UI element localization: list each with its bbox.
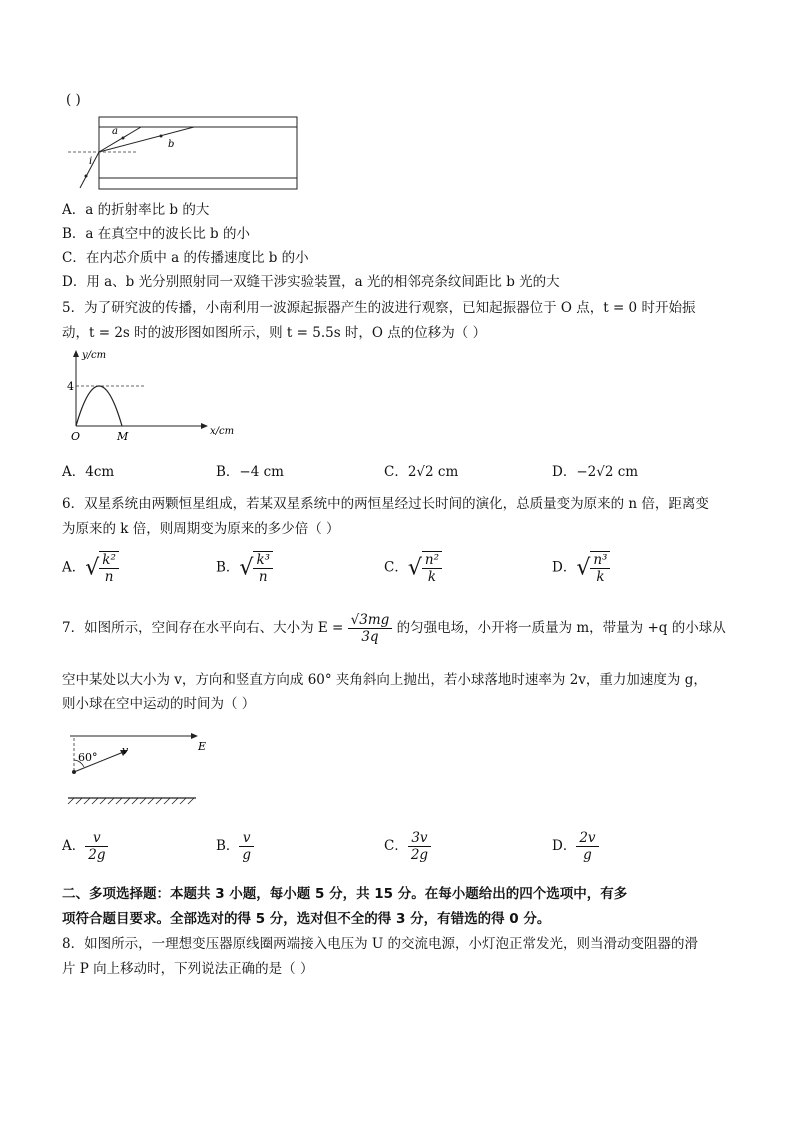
graph-origin: O xyxy=(71,430,81,442)
graph-tick-4: 4 xyxy=(67,380,74,393)
q5-stem-line1: 5．为了研究波的传播，小南利用一波源起振器产生的波进行观察，已知起振器位于 O 点，t = 0 时开始振 xyxy=(62,300,696,316)
section2-heading-line1: 二、多项选择题：本题共 3 小题，每小题 5 分，共 15 分。在每小题给出的四个选项中，有多 xyxy=(62,886,628,902)
q8-stem-line2: 片 P 向上移动时，下列说法正确的是（ ） xyxy=(62,961,314,977)
graph-point-m: M xyxy=(117,430,129,442)
section2-heading-line2: 项符合题目要求。全部选对的得 5 分，选对但不全的得 3 分，有错选的得 0 分。 xyxy=(62,911,551,927)
q6-option-a: A．√ $\frac{\text{k²}}{n}$ xyxy=(62,551,119,585)
q7-stem-line3: 则小球在空中运动的时间为（ ） xyxy=(62,696,256,712)
label-i: i xyxy=(89,156,93,167)
q5-option-c: C．2√2 cm xyxy=(384,464,459,480)
q5-stem-line2: 动，t = 2s 时的波形图如图所示，则 t = 5.5s 时，O 点的位移为（ ） xyxy=(62,325,487,341)
q4-fiber-diagram xyxy=(66,112,302,194)
q4-option-c: C．在内芯介质中 a 的传播速度比 b 的小 xyxy=(62,250,309,266)
label-v: v xyxy=(122,744,129,757)
q8-stem-line1: 8．如图所示，一理想变压器原线圈两端接入电压为 U 的交流电源，小灯泡正常发光，则当滑动变阻器的滑 xyxy=(62,936,699,952)
q7-stem-line2: 空中某处以大小为 v，方向和竖直方向成 60° 夹角斜向上抛出，若小球落地时速率为 2v，重力加速度为 g， xyxy=(62,672,707,688)
q6-option-d: D．√ $\frac{\text{n³}}{k}$ xyxy=(552,551,610,585)
q7-stem-line1: 7．如图所示，空间存在水平向右、大小为 E = $\frac{√3mg}{3q}$ 的匀强电场，小开将一质量为 m，带量为 +q 的小球从 xyxy=(62,612,726,645)
q6-stem-line1: 6．双星系统由两颗恒星组成，若某双星系统中的两恒星经过长时间的演化，总质量变为原来的 n 倍，距离变 xyxy=(62,496,709,512)
q5-wave-graph xyxy=(62,348,252,442)
label-e: E xyxy=(198,740,207,753)
q6-stem-line2: 为原来的 k 倍，则周期变为原来的多少倍（ ） xyxy=(62,521,340,537)
q6-option-b: B．√ $\frac{\text{k³}}{n}$ xyxy=(216,551,273,585)
graph-xlabel: x/cm xyxy=(210,426,235,437)
q4-option-b: B．a 在真空中的波长比 b 的小 xyxy=(62,226,250,242)
q7-option-b: B． $\frac{v}{g}$ xyxy=(216,830,254,863)
q4-answer-paren: ( ) xyxy=(66,92,81,108)
q6-option-c: C．√ $\frac{\text{n²}}{k}$ xyxy=(384,551,442,585)
graph-ylabel: y/cm xyxy=(82,350,107,361)
q4-option-d: D．用 a、b 光分别照射同一双缝干涉实验装置，a 光的相邻亮条纹间距比 b 光的大 xyxy=(62,274,560,290)
label-60deg: 60° xyxy=(78,751,98,764)
label-b: b xyxy=(168,139,175,150)
q7-option-d: D． $\frac{2v}{g}$ xyxy=(552,830,599,863)
q5-option-b: B．−4 cm xyxy=(216,464,284,480)
q7-option-a: A． $\frac{v}{2g}$ xyxy=(62,830,108,863)
q4-option-a: A．a 的折射率比 b 的大 xyxy=(62,202,210,218)
q5-option-d: D．−2√2 cm xyxy=(552,464,639,480)
label-a: a xyxy=(112,126,118,137)
q7-option-c: C． $\frac{3v}{2g}$ xyxy=(384,830,431,863)
q5-option-a: A．4cm xyxy=(62,464,115,480)
q7-field-diagram xyxy=(66,724,226,808)
